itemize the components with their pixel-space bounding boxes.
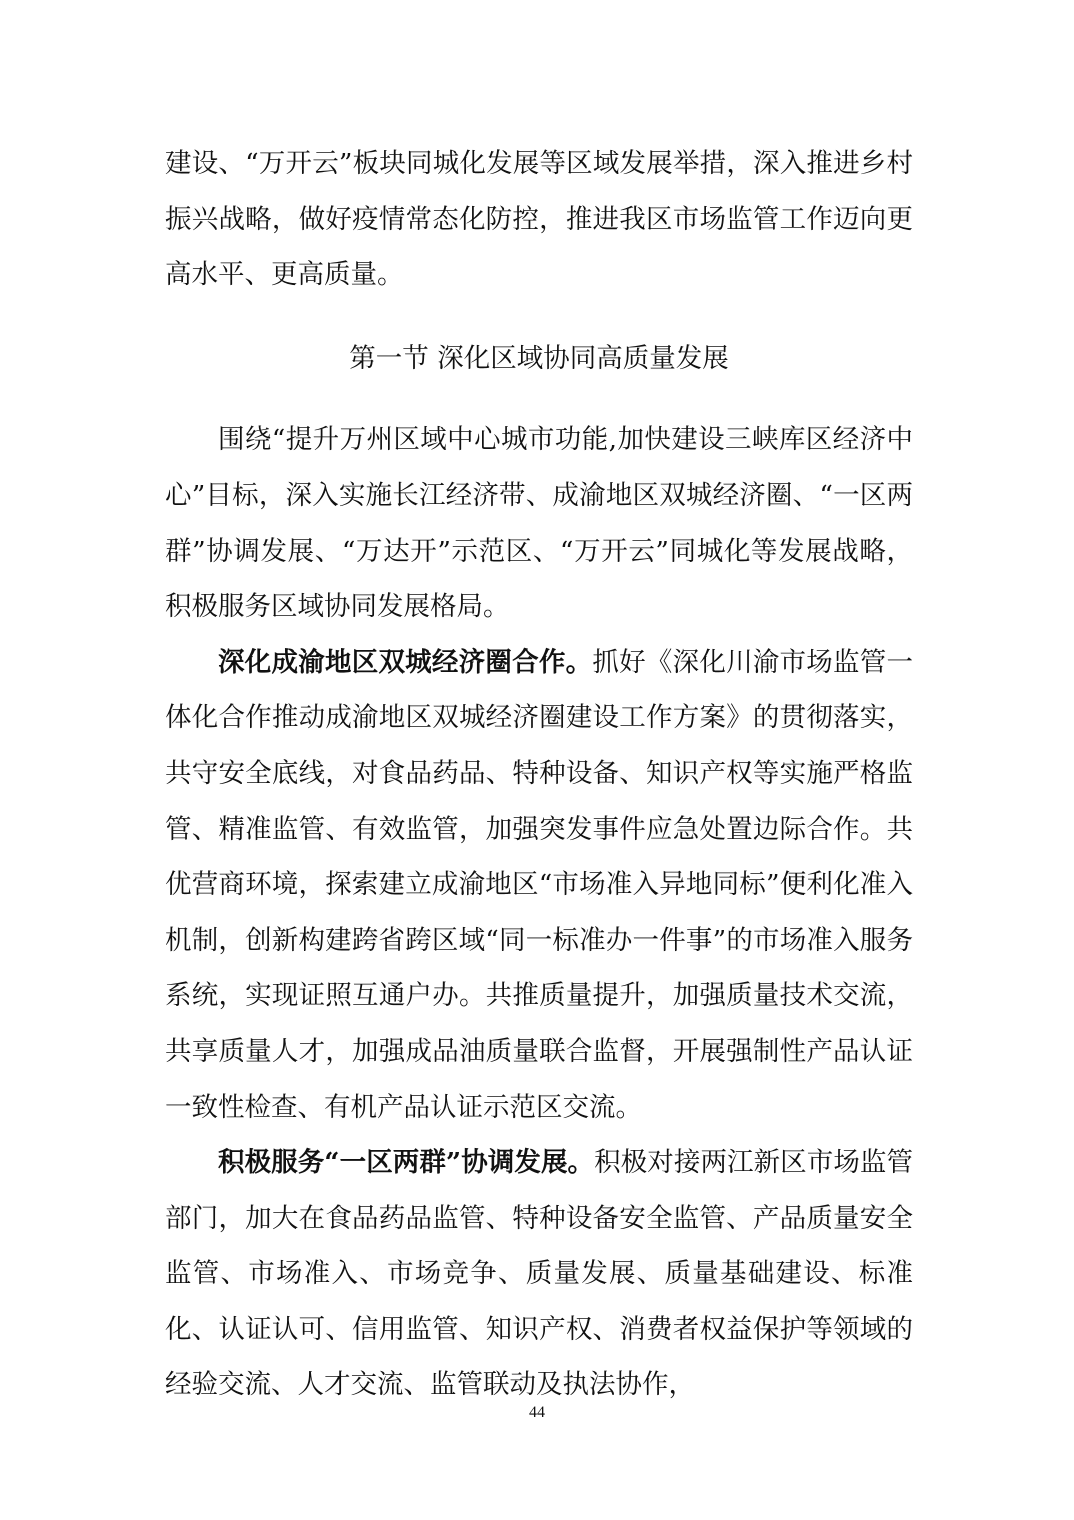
paragraph-body-chengyu: 抓好《深化川渝市场监管一体化合作推动成渝地区双城经济圈建设工作方案》的贯彻落实，共守安全底线，对食品药品、特种设备、知识产权等实施严格监管、精准监管、有效监管，加强突发事件应急处置边际合作。共优营商环境，探索建立成渝地区“市场准入异地同标”便利化准入机制，创新构建跨省跨区域“同一标准办一件事”的市场准入服务系统，实现证照互通户办。共推质量提升，加强质量技术交流，共享质量人才，加强成品油质量联合监督，开展强制性产品认证一致性检查、有机产品认证示范区交流。 [165,646,914,1123]
paragraph-yiqu [165,1135,913,1413]
section-title: 第一节 深化区域协同高质量发展 [349,342,729,374]
body-text [165,136,913,1413]
paragraph-continuation: 建设、“万开云”板块同城化发展等区域发展举措，深入推进乡村振兴战略，做好疫情常态化防控，推进我区市场监管工作迈向更高水平、更高质量。 [165,148,913,291]
page-number: 44 [529,1404,545,1421]
paragraph-lead-yiqu: 积极服务“一区两群”协调发展。 [218,1147,595,1179]
paragraph-intro: 围绕“提升万州区域中心城市功能,加快建设三峡库区经济中心”目标，深入实施长江经济带、成渝地区双城经济圈、“一区两群”协调发展、“万达开”示范区、“万开云”同城化等发展战略，积极服务区域协同发展格局。 [165,424,913,623]
paragraph-body-yiqu: 积极对接两江新区市场监管部门，加大在食品药品监管、特种设备安全监管、产品质量安全监管、市场准入、市场竞争、质量发展、质量基础建设、标准化、认证认可、信用监管、知识产权、消费者权益保护等领域的经验交流、人才交流、监管联动及执法协作， [165,1147,913,1401]
paragraph-chengyu [165,635,913,1135]
paragraph-lead-chengyu: 深化成渝地区双城经济圈合作。 [218,646,593,678]
